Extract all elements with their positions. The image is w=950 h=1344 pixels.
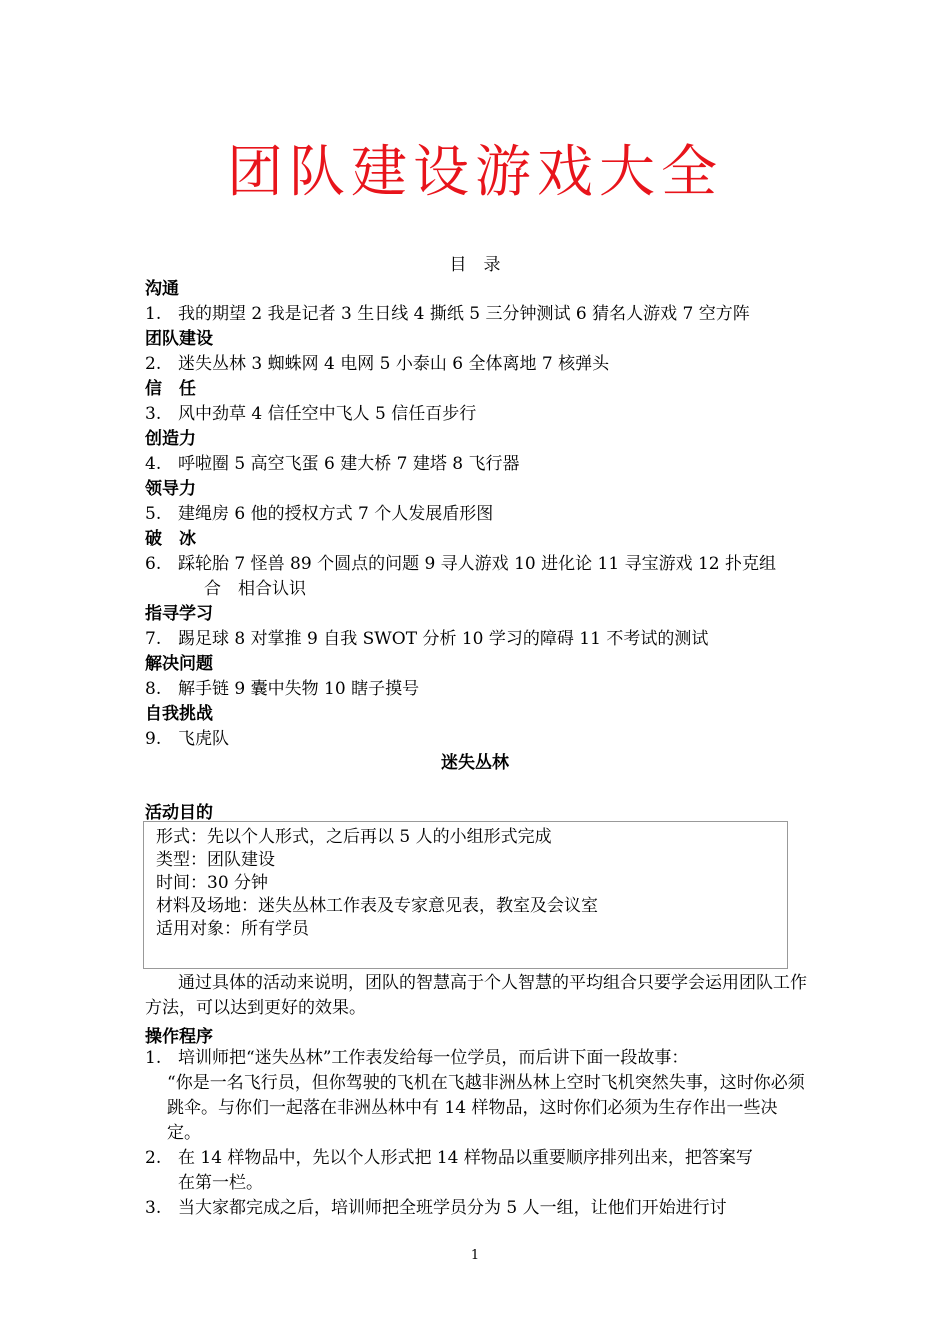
info-audience: 适用对象：所有学员 <box>156 919 309 939</box>
toc-item-number: 1. <box>145 304 162 324</box>
procedure-heading: 操作程序 <box>145 1027 213 1047</box>
story-paragraph: “你是一名飞行员，但你驾驶的飞机在飞越非洲丛林上空时飞机突然失事，这时你必须跳伞。与你们一起落在非洲丛林中有 14 样物品，这时你们必须为生存作出一些决定。 <box>167 1073 805 1143</box>
toc-item-text: 我的期望 2 我是记者 3 生日线 4 撕纸 5 三分钟测试 6 猜名人游戏 7 空方阵 <box>178 304 750 324</box>
step-number: 1. <box>145 1048 162 1068</box>
step-text: 培训师把“迷失丛林”工作表发给每一位学员，而后讲下面一段故事： <box>178 1048 689 1068</box>
info-form: 形式：先以个人形式，之后再以 5 人的小组形式完成 <box>156 827 552 847</box>
toc-item-number: 3. <box>145 404 162 424</box>
toc-item <box>145 302 815 327</box>
toc-item-text-block <box>178 552 815 602</box>
purpose-paragraph: 通过具体的活动来说明，团队的智慧高于个人智慧的平均组合只要学会运用团队工作方法，可以达到更好的效果。 <box>145 973 807 1018</box>
toc-item-number: 9. <box>145 729 162 749</box>
step-number: 2. <box>145 1148 162 1168</box>
toc-section-heading: 团队建设 <box>145 329 213 349</box>
step-number: 3. <box>145 1198 162 1218</box>
toc-item <box>145 552 815 602</box>
toc-item-number: 8. <box>145 679 162 699</box>
toc-section-heading: 领导力 <box>145 479 196 499</box>
toc-group <box>145 702 815 752</box>
activity-info-box <box>143 821 788 969</box>
toc-group <box>145 427 815 477</box>
toc-section-heading: 创造力 <box>145 429 196 449</box>
procedure-step <box>145 1146 807 1196</box>
toc-group <box>145 652 815 702</box>
step-text: 当大家都完成之后，培训师把全班学员分为 5 人一组，让他们开始进行讨 <box>178 1198 727 1218</box>
toc-group <box>145 527 815 602</box>
info-type: 类型：团队建设 <box>156 850 275 870</box>
activity-title: 迷失丛林 <box>441 753 509 773</box>
toc-item <box>145 402 815 427</box>
toc-item-number: 2. <box>145 354 162 374</box>
toc-item-number: 6. <box>145 554 162 574</box>
page-number: 1 <box>470 1248 480 1263</box>
toc-section-heading: 沟通 <box>145 279 179 299</box>
toc-item-number: 7. <box>145 629 162 649</box>
toc-item-text: 建绳房 6 他的授权方式 7 个人发展盾形图 <box>178 504 494 524</box>
toc-heading: 目 录 <box>449 255 501 275</box>
toc-item <box>145 627 815 652</box>
toc-section-heading: 自我挑战 <box>145 704 213 724</box>
toc-item-text: 风中劲草 4 信任空中飞人 5 信任百步行 <box>178 404 477 424</box>
info-time: 时间：30 分钟 <box>156 873 269 893</box>
toc-section-heading: 解决问题 <box>145 654 213 674</box>
document-title: 团队建设游戏大全 <box>227 140 723 205</box>
toc-item-text: 踢足球 8 对掌推 9 自我 SWOT 分析 10 学习的障碍 11 不考试的测试 <box>178 629 709 649</box>
toc-group <box>145 477 815 527</box>
toc-group <box>145 377 815 427</box>
toc-item-text: 解手链 9 囊中失物 10 瞎子摸号 <box>178 679 420 699</box>
toc-item-text-continued: 合 相合认识 <box>204 579 306 599</box>
toc-section-heading: 指寻学习 <box>145 604 213 624</box>
toc-item-text: 飞虎队 <box>178 729 229 749</box>
procedure-step <box>145 1046 807 1071</box>
purpose-heading: 活动目的 <box>145 803 213 823</box>
procedure-steps <box>145 1046 807 1221</box>
toc-item-number: 5. <box>145 504 162 524</box>
toc-item <box>145 677 815 702</box>
toc-section-heading: 信 任 <box>145 379 196 399</box>
toc-item-text: 呼啦圈 5 高空飞蛋 6 建大桥 7 建塔 8 飞行器 <box>178 454 520 474</box>
toc-item-text: 迷失丛林 3 蜘蛛网 4 电网 5 小泰山 6 全体离地 7 核弹头 <box>178 354 610 374</box>
toc-item <box>145 452 815 477</box>
toc-item-number: 4. <box>145 454 162 474</box>
toc-group <box>145 277 815 327</box>
info-materials: 材料及场地：迷失丛林工作表及专家意见表，教室及会议室 <box>156 896 598 916</box>
procedure-step <box>145 1196 807 1221</box>
step-text-continued: 在第一栏。 <box>178 1173 263 1193</box>
step-text: 在 14 样物品中，先以个人形式把 14 样物品以重要顺序排列出来，把答案写 <box>178 1148 753 1168</box>
table-of-contents <box>145 277 815 752</box>
toc-item <box>145 502 815 527</box>
toc-item <box>145 352 815 377</box>
toc-item-text: 踩轮胎 7 怪兽 89 个圆点的问题 9 寻人游戏 10 进化论 11 寻宝游戏 12 扑克组 <box>178 554 777 574</box>
toc-group <box>145 602 815 652</box>
toc-group <box>145 327 815 377</box>
step-text-block <box>178 1146 753 1196</box>
toc-section-heading: 破 冰 <box>145 529 196 549</box>
